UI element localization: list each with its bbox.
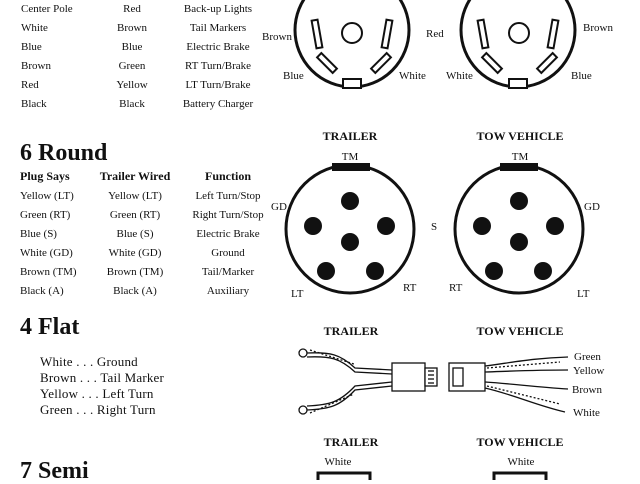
six-plug-4: Brown (TM) bbox=[20, 266, 77, 278]
six-plug-3: White (GD) bbox=[20, 247, 73, 259]
rv7-plug-3: Brown bbox=[21, 60, 51, 72]
six-tow-heading: TOW VEHICLE bbox=[476, 129, 564, 143]
six-left-rt-label: RT bbox=[403, 282, 417, 294]
legend-func: Left Turn bbox=[102, 386, 154, 401]
six-wired-3: White (GD) bbox=[108, 247, 162, 259]
four-tow-heading: TOW VEHICLE bbox=[476, 324, 564, 338]
six-right-rt-label: RT bbox=[449, 282, 463, 294]
six-plug-0: Yellow (LT) bbox=[20, 190, 74, 202]
rv7-right-brown-label: Brown bbox=[583, 22, 613, 34]
wire-label-green: Green bbox=[574, 351, 601, 363]
six-func-1: Right Turn/Stop bbox=[192, 209, 264, 221]
rv7-left-blue-label: Blue bbox=[283, 70, 304, 82]
six-wired-1: Green (RT) bbox=[109, 209, 161, 221]
six-round-col-func: Function bbox=[204, 169, 252, 183]
legend-row: Brown . . . Tail Marker bbox=[40, 370, 165, 385]
six-s-label: S bbox=[430, 221, 438, 233]
rv7-func-3: RT Turn/Brake bbox=[184, 60, 252, 72]
six-trailer-heading: TRAILER bbox=[322, 129, 378, 143]
rv7-plug-2: Blue bbox=[21, 41, 42, 53]
four-flat-title: 4 Flat bbox=[20, 314, 80, 340]
semi-tow-heading: TOW VEHICLE bbox=[476, 435, 564, 449]
six-wired-2: Blue (S) bbox=[116, 228, 154, 240]
rv7-plug-1: White bbox=[21, 22, 48, 34]
six-wired-5: Black (A) bbox=[113, 285, 157, 297]
legend-func: Tail Marker bbox=[100, 370, 165, 385]
six-left-tm-label: TM bbox=[341, 151, 359, 163]
rv7-tow-connector bbox=[461, 0, 575, 88]
six-left-lt-label: LT bbox=[291, 288, 304, 300]
rv7-plug-4: Red bbox=[21, 79, 39, 91]
four-tow-harness bbox=[449, 357, 568, 412]
rv7-wired-4: Yellow bbox=[116, 79, 148, 91]
legend-color: Green bbox=[40, 402, 73, 417]
rv7-trailer-connector bbox=[295, 0, 409, 88]
six-plug-1: Green (RT) bbox=[20, 209, 71, 221]
rv7-func-2: Electric Brake bbox=[186, 41, 250, 53]
rv7-right-white-label: White bbox=[446, 70, 473, 82]
legend-color: White bbox=[40, 354, 73, 369]
six-func-3: Ground bbox=[211, 247, 245, 259]
rv7-left-brown-label: Brown bbox=[262, 31, 292, 43]
four-trailer-heading: TRAILER bbox=[323, 324, 379, 338]
semi-trailer-connector bbox=[318, 473, 370, 480]
six-wired-4: Brown (TM) bbox=[106, 266, 164, 278]
rv7-func-0: Back-up Lights bbox=[183, 3, 253, 15]
six-func-0: Left Turn/Stop bbox=[195, 190, 261, 202]
rv7-wired-0: Red bbox=[123, 3, 141, 15]
rv7-right-blue-label: Blue bbox=[571, 70, 592, 82]
wire-label-yellow: Yellow bbox=[573, 365, 605, 377]
six-right-lt-label: LT bbox=[577, 288, 590, 300]
rv7-plug-5: Black bbox=[21, 98, 47, 110]
wire-label-white: White bbox=[573, 407, 600, 419]
seven-semi-title: 7 Semi bbox=[20, 458, 89, 484]
six-func-2: Electric Brake bbox=[196, 228, 260, 240]
legend-color: Yellow bbox=[40, 386, 79, 401]
rv7-mid-red-label: Red bbox=[426, 28, 444, 40]
legend-row: Yellow . . . Left Turn bbox=[40, 386, 154, 401]
legend-row: White . . . Ground bbox=[40, 354, 138, 369]
semi-tow-white-label: White bbox=[507, 456, 535, 468]
six-round-title: 6 Round bbox=[20, 140, 108, 166]
rv7-plug-0: Center Pole bbox=[21, 3, 73, 15]
six-func-4: Tail/Marker bbox=[201, 266, 255, 278]
rv7-func-4: LT Turn/Brake bbox=[185, 79, 251, 91]
six-right-gd-label: GD bbox=[584, 201, 600, 213]
six-round-col-plug: Plug Says bbox=[20, 169, 70, 183]
semi-tow-connector bbox=[494, 473, 546, 480]
six-plug-2: Blue (S) bbox=[20, 228, 57, 240]
legend-row: Green . . . Right Turn bbox=[40, 402, 156, 417]
rv7-wired-2: Blue bbox=[121, 41, 143, 53]
legend-func: Right Turn bbox=[96, 402, 156, 417]
legend-func: Ground bbox=[96, 354, 138, 369]
rv7-func-1: Tail Markers bbox=[189, 22, 247, 34]
legend-color: Brown bbox=[40, 370, 77, 385]
semi-trailer-white-label: White bbox=[324, 456, 352, 468]
six-left-gd-label: GD bbox=[271, 201, 287, 213]
six-wired-0: Yellow (LT) bbox=[108, 190, 162, 202]
wire-label-brown: Brown bbox=[572, 384, 602, 396]
rv7-left-white-label: White bbox=[399, 70, 426, 82]
rv7-wired-3: Green bbox=[118, 60, 146, 72]
six-right-tm-label: TM bbox=[511, 151, 529, 163]
rv7-func-5: Battery Charger bbox=[182, 98, 254, 110]
six-round-col-wired: Trailer Wired bbox=[99, 169, 171, 183]
semi-trailer-heading: TRAILER bbox=[323, 435, 379, 449]
four-trailer-harness bbox=[299, 349, 437, 414]
six-tow-connector bbox=[455, 163, 583, 293]
six-func-5: Auxiliary bbox=[206, 285, 250, 297]
rv7-wired-5: Black bbox=[119, 98, 145, 110]
six-plug-5: Black (A) bbox=[20, 285, 64, 297]
rv7-wired-1: Brown bbox=[117, 22, 147, 34]
